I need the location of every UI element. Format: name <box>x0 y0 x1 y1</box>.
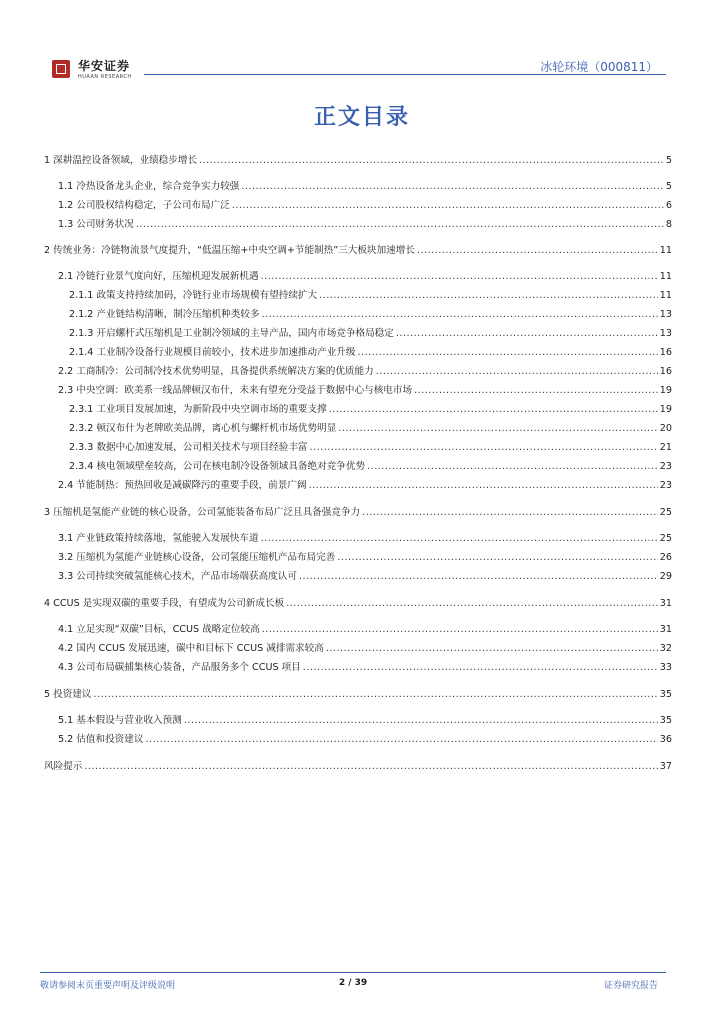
toc-entry-title: 1.1 冷热设备龙头企业，综合竞争实力较强 <box>58 181 240 192</box>
toc-entry-page: 11 <box>659 290 672 301</box>
toc-entry-title: 5 投资建议 <box>44 689 92 700</box>
toc-leader-dots <box>286 597 658 611</box>
toc-entry[interactable] <box>44 506 672 520</box>
toc-entry-page: 13 <box>659 328 672 339</box>
toc-entry-title: 2.2 工商制冷：公司制冷技术优势明显，具备提供系统解决方案的优质能力 <box>58 366 374 377</box>
toc-entry-page: 23 <box>659 461 672 472</box>
toc-entry-title: 1 深耕温控设备领域，业绩稳步增长 <box>44 155 198 166</box>
toc-leader-dots <box>184 714 658 728</box>
page-number: 2 / 39 <box>338 978 368 988</box>
toc-entry-title: 2.1.4 工业制冷设备行业规模目前较小，技术进步加速推动产业升级 <box>69 347 356 358</box>
toc-entry-page: 5 <box>665 155 672 166</box>
toc-leader-dots <box>241 180 663 194</box>
toc-entry-title: 2.1.1 政策支持持续加码，冷链行业市场规模有望持续扩大 <box>69 290 318 301</box>
toc-leader-dots <box>145 733 657 747</box>
toc-entry-page: 16 <box>659 366 672 377</box>
toc-entry-page: 5 <box>665 181 672 192</box>
toc-entry[interactable] <box>44 642 672 656</box>
toc-entry-page: 26 <box>659 552 672 563</box>
toc-entry-page: 19 <box>659 404 672 415</box>
toc-entry[interactable] <box>44 760 672 774</box>
toc-leader-dots <box>309 479 658 493</box>
footer-report-type: 证券研究报告 <box>603 981 658 991</box>
toc-entry[interactable] <box>44 532 672 546</box>
toc-entry-page: 8 <box>665 219 672 230</box>
toc-entry-page: 25 <box>659 507 672 518</box>
toc-entry[interactable] <box>44 346 672 360</box>
toc-entry-title: 2.3.2 顿汉布什为老牌欧美品牌，离心机与螺杆机市场优势明显 <box>69 423 337 434</box>
toc-entry-title: 4.2 国内 CCUS 发展迅速，碳中和目标下 CCUS 减排需求较高 <box>58 643 324 654</box>
toc-entry-page: 37 <box>659 761 672 772</box>
toc-leader-dots <box>262 623 658 637</box>
toc-entry[interactable] <box>44 570 672 584</box>
toc-entry[interactable] <box>44 551 672 565</box>
toc-leader-dots <box>319 289 658 303</box>
toc-entry[interactable] <box>44 270 672 284</box>
toc-entry-page: 16 <box>659 347 672 358</box>
toc-leader-dots <box>414 384 658 398</box>
toc-entry-title: 5.1 基本假设与营业收入预测 <box>58 715 182 726</box>
toc-entry-title: 2.3.4 核电领域壁垒较高，公司在核电制冷设备领域具备绝对竞争优势 <box>69 461 366 472</box>
toc-entry-title: 2.1.3 开启螺杆式压缩机是工业制冷领域的主导产品，国内市场竞争格局稳定 <box>69 328 394 339</box>
toc-entry-page: 11 <box>659 245 672 256</box>
toc-entry[interactable] <box>44 327 672 341</box>
logo-text: 华安证券 <box>78 59 131 73</box>
toc-entry[interactable] <box>44 441 672 455</box>
toc-entry[interactable] <box>44 661 672 675</box>
toc-entry-page: 13 <box>659 309 672 320</box>
page-footer <box>40 972 666 996</box>
toc-leader-dots <box>417 244 658 258</box>
toc-entry[interactable] <box>44 365 672 379</box>
toc-entry-title: 2.3 中央空调：欧美系一线品牌顿汉布什，未来有望充分受益于数据中心与核电市场 <box>58 385 413 396</box>
toc-leader-dots <box>358 346 658 360</box>
toc-leader-dots <box>136 218 664 232</box>
toc-leader-dots <box>303 661 658 675</box>
toc-entry-title: 2.4 节能制热：预热回收是减碳降污的重要手段，前景广阔 <box>58 480 307 491</box>
toc-entry-title: 1.2 公司股权结构稳定，子公司布局广泛 <box>58 200 230 211</box>
toc-entry[interactable] <box>44 422 672 436</box>
toc-entry[interactable] <box>44 308 672 322</box>
footer-disclaimer: 敬请参阅末页重要声明及评级说明 <box>40 981 176 991</box>
toc-leader-dots <box>94 688 658 702</box>
toc-entry-page: 32 <box>659 643 672 654</box>
toc-leader-dots <box>310 441 658 455</box>
toc-entry-page: 35 <box>659 689 672 700</box>
toc-entry[interactable] <box>44 714 672 728</box>
toc-entry-title: 4.1 立足实现“双碳”目标，CCUS 战略定位较高 <box>58 624 260 635</box>
toc-entry[interactable] <box>44 180 672 194</box>
toc-entry-page: 29 <box>659 571 672 582</box>
toc-entry-title: 风险提示 <box>44 761 83 772</box>
toc-entry-page: 19 <box>659 385 672 396</box>
toc-entry-page: 35 <box>659 715 672 726</box>
toc-entry[interactable] <box>44 403 672 417</box>
toc-entry-title: 2.1.2 产业链结构清晰，制冷压缩机种类较多 <box>69 309 260 320</box>
toc-entry-title: 4 CCUS 是实现双碳的重要手段，有望成为公司新成长板 <box>44 598 285 609</box>
toc-entry-title: 2 传统业务：冷链物流景气度提升，“低温压缩+中央空调+节能制热”三大板块加速增长 <box>44 245 415 256</box>
toc-entry-title: 2.3.3 数据中心加速发展，公司相关技术与项目经验丰富 <box>69 442 308 453</box>
toc-entry-title: 5.2 估值和投资建议 <box>58 734 144 745</box>
toc-leader-dots <box>362 506 658 520</box>
toc-entry[interactable] <box>44 479 672 493</box>
toc-entry[interactable] <box>44 460 672 474</box>
toc-leader-dots <box>337 551 657 565</box>
toc-entry-page: 31 <box>659 598 672 609</box>
toc-leader-dots <box>396 327 658 341</box>
toc-entry[interactable] <box>44 688 672 702</box>
toc-leader-dots <box>261 270 658 284</box>
toc-entry-page: 20 <box>659 423 672 434</box>
toc-leader-dots <box>199 154 664 168</box>
toc-entry-page: 36 <box>659 734 672 745</box>
toc-entry-title: 4.3 公司布局碳捕集核心装备，产品服务多个 CCUS 项目 <box>58 662 301 673</box>
toc-entry[interactable] <box>44 289 672 303</box>
toc-entry[interactable] <box>44 244 672 258</box>
toc-entry[interactable] <box>44 597 672 611</box>
toc-leader-dots <box>262 308 658 322</box>
toc-entry-page: 23 <box>659 480 672 491</box>
toc-entry-title: 3 压缩机是氢能产业链的核心设备，公司氢能装备布局广泛且具备强竞争力 <box>44 507 361 518</box>
toc-leader-dots <box>326 642 658 656</box>
toc-leader-dots <box>329 403 658 417</box>
toc-entry-title: 2.3.1 工业项目发展加速，为新阶段中央空调市场的重要支撑 <box>69 404 327 415</box>
toc-entry-title: 3.2 压缩机为氢能产业链核心设备，公司氢能压缩机产品布局完善 <box>58 552 336 563</box>
toc-entry-page: 11 <box>659 271 672 282</box>
toc-leader-dots <box>338 422 657 436</box>
toc-leader-dots <box>376 365 658 379</box>
company-name: 冰轮环境（000811） <box>540 60 658 74</box>
toc-entry[interactable] <box>44 384 672 398</box>
toc-entry-title: 2.1 冷链行业景气度向好，压缩机迎发展新机遇 <box>58 271 259 282</box>
page-title: 正文目录 <box>313 104 410 130</box>
toc-leader-dots <box>84 760 657 774</box>
toc-entry-page: 21 <box>659 442 672 453</box>
toc-leader-dots <box>232 199 664 213</box>
footer-divider <box>40 972 666 973</box>
toc-entry-title: 3.1 产业链政策持续落地，氢能驶入发展快车道 <box>58 533 259 544</box>
toc-entry-page: 25 <box>659 533 672 544</box>
toc-entry[interactable] <box>44 199 672 213</box>
toc-leader-dots <box>299 570 658 584</box>
huaan-logo-icon <box>52 60 70 78</box>
toc-entry-page: 31 <box>659 624 672 635</box>
toc-entry-title: 1.3 公司财务状况 <box>58 219 134 230</box>
toc-entry-page: 6 <box>665 200 672 211</box>
page-header <box>40 54 666 84</box>
toc-entry[interactable] <box>44 154 672 168</box>
toc-entry-page: 33 <box>659 662 672 673</box>
toc-leader-dots <box>261 532 658 546</box>
toc-entry[interactable] <box>44 623 672 637</box>
toc-leader-dots <box>367 460 658 474</box>
logo-subtext: HUAAN RESEARCH <box>78 74 132 80</box>
toc-entry[interactable] <box>44 218 672 232</box>
toc-entry-title: 3.3 公司持续突破氢能核心技术，产品市场端获高度认可 <box>58 571 297 582</box>
toc-entry[interactable] <box>44 733 672 747</box>
